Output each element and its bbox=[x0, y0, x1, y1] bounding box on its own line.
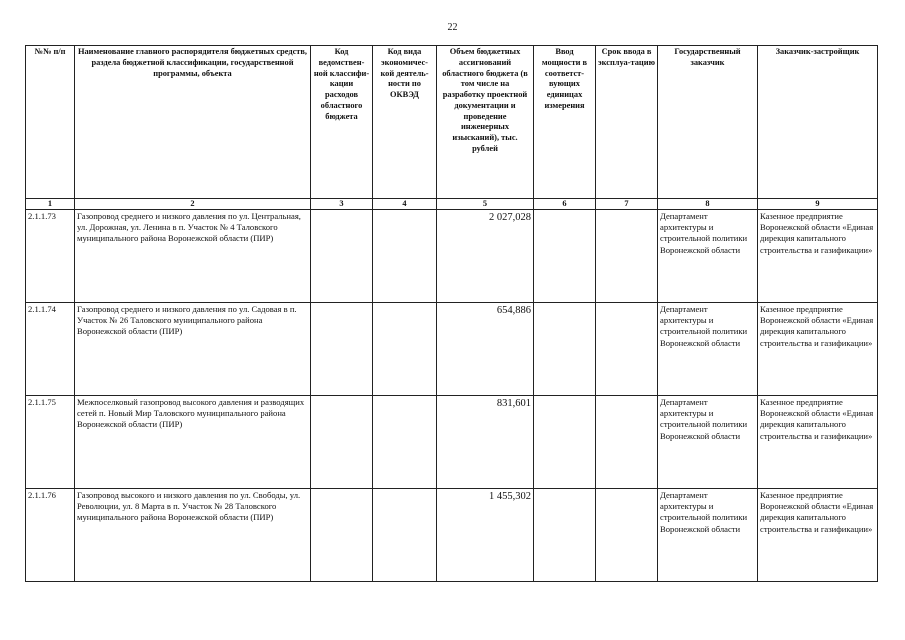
department-code-cell bbox=[311, 489, 373, 582]
header-cell-budget-amount: Объем бюджетных ассигнований областного бюджета (в том числе на разработку проектной документации и проведение инженерных изысканий), тыс. рублей bbox=[437, 46, 534, 199]
row-number: 2.1.1.74 bbox=[26, 303, 75, 396]
column-number-row bbox=[26, 199, 878, 210]
header-row bbox=[26, 46, 878, 199]
okved-code-cell bbox=[373, 210, 437, 303]
commissioning-date-cell bbox=[596, 210, 658, 303]
object-name: Межпоселковый газопровод высокого давления и разводящих сетей п. Новый Мир Таловского муниципального района Воронежской области (ПИР) bbox=[75, 396, 311, 489]
department-code-cell bbox=[311, 396, 373, 489]
table-row bbox=[26, 210, 878, 303]
state-customer: Департамент архитектуры и строительной политики Воронежской области bbox=[658, 396, 758, 489]
okved-code-cell bbox=[373, 396, 437, 489]
column-number: 8 bbox=[658, 199, 758, 210]
budget-amount: 654,886 bbox=[437, 303, 534, 396]
okved-code-cell bbox=[373, 489, 437, 582]
department-code-cell bbox=[311, 210, 373, 303]
object-name: Газопровод среднего и низкого давления по ул. Садовая в п. Участок № 26 Таловского муниципального района Воронежской области (ПИР) bbox=[75, 303, 311, 396]
contractor: Казенное предприятие Воронежской области «Единая дирекция капитального строительства и газификации» bbox=[758, 396, 878, 489]
row-number: 2.1.1.75 bbox=[26, 396, 75, 489]
column-number: 6 bbox=[534, 199, 596, 210]
header-cell-state-customer: Государственный заказчик bbox=[658, 46, 758, 199]
state-customer: Департамент архитектуры и строительной политики Воронежской области bbox=[658, 303, 758, 396]
capacity-cell bbox=[534, 303, 596, 396]
budget-amount: 831,601 bbox=[437, 396, 534, 489]
row-number: 2.1.1.76 bbox=[26, 489, 75, 582]
table-row bbox=[26, 396, 878, 489]
column-number: 3 bbox=[311, 199, 373, 210]
contractor: Казенное предприятие Воронежской области «Единая дирекция капитального строительства и газификации» bbox=[758, 489, 878, 582]
header-cell-department-code: Код ведомствен-ной классифи-кации расходов областного бюджета bbox=[311, 46, 373, 199]
capacity-cell bbox=[534, 210, 596, 303]
state-customer: Департамент архитектуры и строительной политики Воронежской области bbox=[658, 210, 758, 303]
commissioning-date-cell bbox=[596, 489, 658, 582]
object-name: Газопровод среднего и низкого давления по ул. Центральная, ул. Дорожная, ул. Ленина в п. Участок № 4 Таловского муниципального района Воронежской области (ПИР) bbox=[75, 210, 311, 303]
capacity-cell bbox=[534, 489, 596, 582]
budget-amount: 2 027,028 bbox=[437, 210, 534, 303]
contractor: Казенное предприятие Воронежской области «Единая дирекция капитального строительства и газификации» bbox=[758, 210, 878, 303]
state-customer: Департамент архитектуры и строительной политики Воронежской области bbox=[658, 489, 758, 582]
department-code-cell bbox=[311, 303, 373, 396]
contractor: Казенное предприятие Воронежской области «Единая дирекция капитального строительства и газификации» bbox=[758, 303, 878, 396]
commissioning-date-cell bbox=[596, 396, 658, 489]
page-number: 22 bbox=[447, 22, 458, 33]
budget-table bbox=[25, 45, 878, 582]
budget-amount: 1 455,302 bbox=[437, 489, 534, 582]
commissioning-date-cell bbox=[596, 303, 658, 396]
header-cell-commissioning-date: Срок ввода в эксплуа-тацию bbox=[596, 46, 658, 199]
header-cell-name: Наименование главного распорядителя бюджетных средств, раздела бюджетной классификации, государственной программы, объекта bbox=[75, 46, 311, 199]
column-number: 9 bbox=[758, 199, 878, 210]
column-number: 7 bbox=[596, 199, 658, 210]
table-row bbox=[26, 303, 878, 396]
object-name: Газопровод высокого и низкого давления по ул. Свободы, ул. Революции, ул. 8 Марта в п. Участок № 28 Таловского муниципального района Воронежской области (ПИР) bbox=[75, 489, 311, 582]
table-row bbox=[26, 489, 878, 582]
header-cell-number: №№ п/п bbox=[26, 46, 75, 199]
header-cell-capacity: Ввод мощности в соответст-вующих единицах измерения bbox=[534, 46, 596, 199]
column-number: 1 bbox=[26, 199, 75, 210]
header-cell-contractor: Заказчик-застройщик bbox=[758, 46, 878, 199]
row-number: 2.1.1.73 bbox=[26, 210, 75, 303]
column-number: 2 bbox=[75, 199, 311, 210]
header-cell-okved-code: Код вида экономичес-кой деятель-ности по ОКВЭД bbox=[373, 46, 437, 199]
okved-code-cell bbox=[373, 303, 437, 396]
capacity-cell bbox=[534, 396, 596, 489]
column-number: 5 bbox=[437, 199, 534, 210]
column-number: 4 bbox=[373, 199, 437, 210]
